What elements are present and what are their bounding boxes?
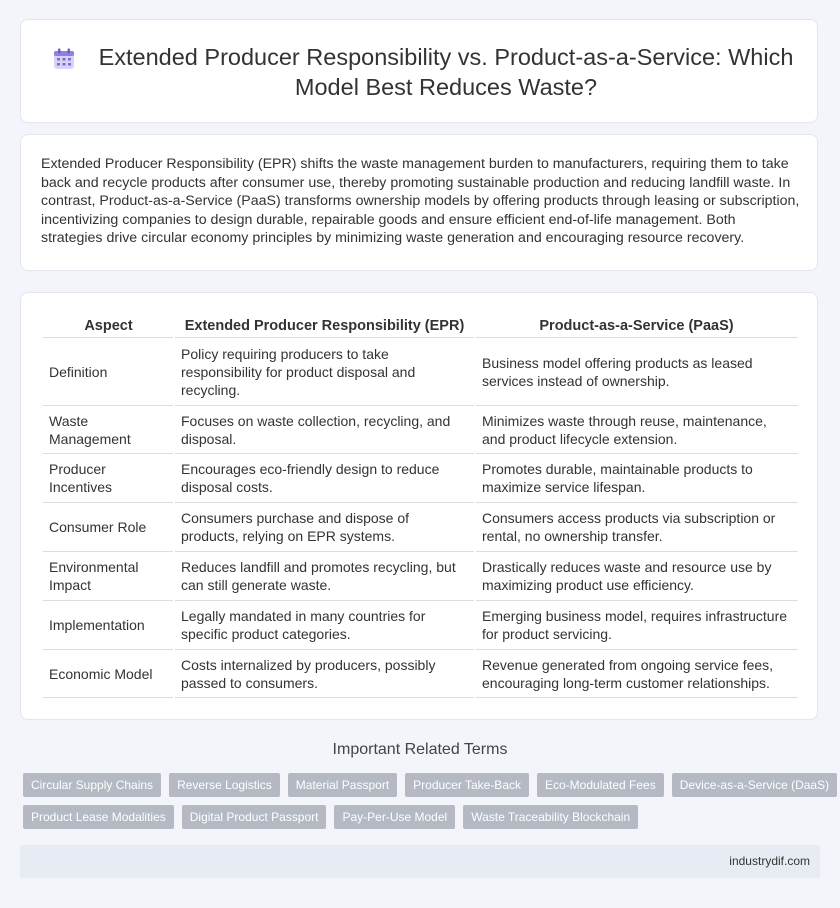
table-cell-epr: Consumers purchase and dispose of products, relying on EPR systems. — [174, 503, 475, 552]
column-header: Aspect — [43, 315, 174, 338]
table-row — [43, 650, 798, 698]
page-title: Extended Producer Responsibility vs. Product-as-a-Service: Which Model Best Reduces Waste? — [98, 44, 794, 100]
related-terms-list — [23, 773, 830, 837]
table-cell-paas: Consumers access products via subscription or rental, no ownership transfer. — [475, 503, 798, 552]
related-term-tag[interactable]: Material Passport — [288, 773, 397, 797]
table-cell-paas: Business model offering products as leased services instead of ownership. — [475, 338, 798, 406]
table-cell-aspect: Waste Management — [43, 406, 174, 454]
table-cell-aspect: Definition — [43, 338, 174, 406]
table-cell-aspect: Consumer Role — [43, 503, 174, 552]
table-cell-paas: Emerging business model, requires infrastructure for product servicing. — [475, 601, 798, 650]
intro-card — [20, 134, 818, 271]
tag-row — [23, 773, 830, 797]
table-cell-aspect: Economic Model — [43, 650, 174, 698]
table-cell-epr: Focuses on waste collection, recycling, and disposal. — [174, 406, 475, 454]
related-term-tag[interactable]: Device-as-a-Service (DaaS) — [672, 773, 837, 797]
tag-row — [23, 805, 823, 829]
table-cell-paas: Minimizes waste through reuse, maintenance, and product lifecycle extension. — [475, 406, 798, 454]
footer-site[interactable]: industrydif.com — [729, 854, 810, 868]
header-card — [20, 19, 818, 123]
table-row — [43, 552, 798, 601]
footer — [20, 845, 820, 878]
related-term-tag[interactable]: Pay-Per-Use Model — [334, 805, 455, 829]
table-row — [43, 503, 798, 552]
column-header: Product-as-a-Service (PaaS) — [475, 315, 798, 338]
related-term-tag[interactable]: Digital Product Passport — [182, 805, 327, 829]
table-cell-paas: Drastically reduces waste and resource use by maximizing product use efficiency. — [475, 552, 798, 601]
table-cell-epr: Legally mandated in many countries for specific product categories. — [174, 601, 475, 650]
table-cell-aspect: Producer Incentives — [43, 454, 174, 503]
comparison-card — [20, 292, 818, 720]
related-term-tag[interactable]: Waste Traceability Blockchain — [463, 805, 638, 829]
intro-text: Extended Producer Responsibility (EPR) shifts the waste management burden to manufacturers, requiring them to take back and recycle products after consumer use, thereby promoting sustainable production and reducing landfill waste. In contrast, Product-as-a-Service (PaaS) transforms ownership models by offering products through leasing or subscription, incentivizing companies to design durable, repairable goods and ensure efficient end-of-life management. Both strategies drive circular economy principles by minimizing waste generation and encouraging resource recovery. — [41, 156, 800, 247]
related-term-tag[interactable]: Eco-Modulated Fees — [537, 773, 664, 797]
table-cell-epr: Reduces landfill and promotes recycling, but can still generate waste. — [174, 552, 475, 601]
table-row — [43, 338, 798, 406]
related-term-tag[interactable]: Reverse Logistics — [169, 773, 280, 797]
table-header-row — [43, 315, 798, 338]
table-row — [43, 406, 798, 454]
table-cell-epr: Policy requiring producers to take responsibility for product disposal and recycling. — [174, 338, 475, 406]
comparison-table — [43, 315, 798, 698]
calendar-icon — [53, 48, 75, 70]
table-cell-epr: Encourages eco-friendly design to reduce disposal costs. — [174, 454, 475, 503]
table-cell-paas: Promotes durable, maintainable products to maximize service lifespan. — [475, 454, 798, 503]
related-term-tag[interactable]: Circular Supply Chains — [23, 773, 161, 797]
column-header: Extended Producer Responsibility (EPR) — [174, 315, 475, 338]
table-cell-aspect: Implementation — [43, 601, 174, 650]
table-row — [43, 601, 798, 650]
table-cell-paas: Revenue generated from ongoing service fees, encouraging long-term customer relationships. — [475, 650, 798, 698]
related-terms-title: Important Related Terms — [332, 741, 508, 758]
table-cell-epr: Costs internalized by producers, possibly passed to consumers. — [174, 650, 475, 698]
related-term-tag[interactable]: Product Lease Modalities — [23, 805, 174, 829]
related-term-tag[interactable]: Producer Take-Back — [405, 773, 529, 797]
table-row — [43, 454, 798, 503]
table-cell-aspect: Environmental Impact — [43, 552, 174, 601]
